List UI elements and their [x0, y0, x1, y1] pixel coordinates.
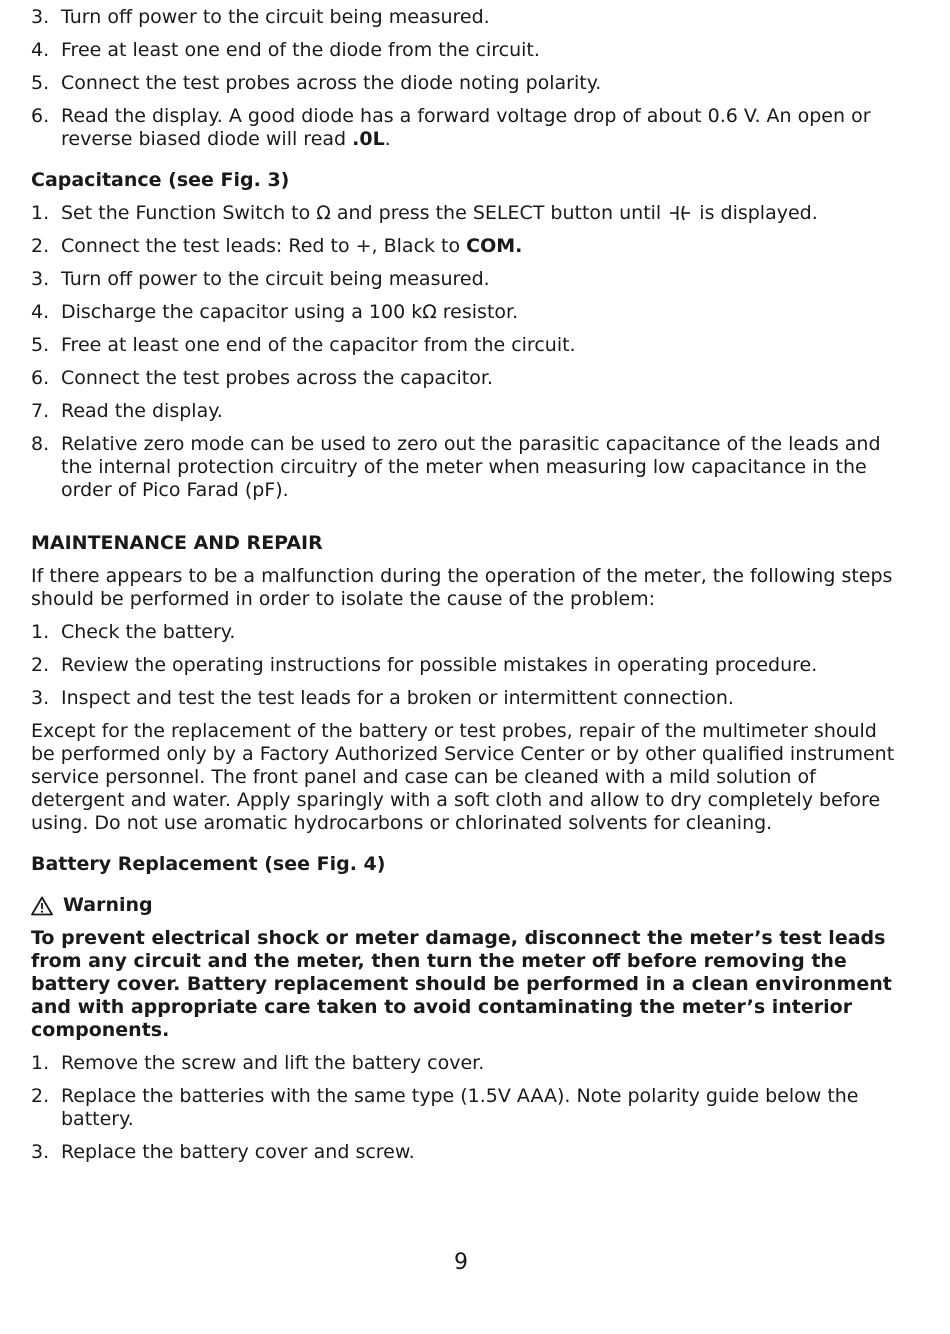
step-text — [61, 105, 901, 151]
list-item — [31, 72, 901, 95]
document-page — [31, 6, 901, 1174]
list-item — [31, 687, 901, 710]
step-text: Discharge the capacitor using a 100 kΩ resistor. — [61, 301, 519, 323]
step-number: 3. — [31, 1141, 50, 1163]
step-number: 8. — [31, 433, 50, 455]
step-text: Inspect and test the test leads for a broken or intermittent connection. — [61, 687, 734, 709]
step-number: 5. — [31, 72, 50, 94]
step-number: 4. — [31, 39, 50, 61]
capacitance-heading: Capacitance (see Fig. 3) — [31, 169, 290, 191]
maintenance-heading: MAINTENANCE AND REPAIR — [31, 532, 323, 554]
step-number: 1. — [31, 202, 50, 224]
page-number: 9 — [454, 1250, 468, 1275]
capacitance-steps — [31, 202, 901, 502]
step-text: Turn off power to the circuit being measured. — [61, 268, 490, 290]
maintenance-steps — [31, 621, 901, 710]
list-item — [31, 268, 901, 291]
diode-test-steps — [31, 6, 901, 151]
list-item — [31, 202, 901, 225]
list-item — [31, 654, 901, 677]
step-number: 4. — [31, 301, 50, 323]
display-reading: .0L — [352, 128, 385, 150]
list-item — [31, 400, 901, 423]
maintenance-paragraph: Except for the replacement of the battery or test probes, repair of the multimeter should be performed only by a Factory Authorized Service Center or by other qualified instrument service personnel. The front panel and case can be cleaned with a mild solution of detergent and water. Apply sparingly with a soft cloth and allow to dry completely before using. Do not use aromatic hydrocarbons or chlorinated solvents for cleaning. — [31, 720, 895, 834]
step-number: 3. — [31, 687, 50, 709]
list-item — [31, 433, 901, 502]
step-text: Remove the screw and lift the battery cover. — [61, 1052, 485, 1074]
step-text: Connect the test probes across the diode noting polarity. — [61, 72, 602, 94]
step-text: Free at least one end of the diode from the circuit. — [61, 39, 540, 61]
list-item — [31, 367, 901, 390]
battery-heading: Battery Replacement (see Fig. 4) — [31, 853, 386, 875]
list-item — [31, 6, 901, 29]
step-number: 2. — [31, 1085, 50, 1107]
step-number: 3. — [31, 6, 50, 28]
list-item — [31, 1085, 901, 1131]
step-text: Relative zero mode can be used to zero out the parasitic capacitance of the leads and the internal protection circuitry of the meter when measuring low capacitance in the order of Pico Farad (pF). — [61, 433, 881, 501]
step-number: 2. — [31, 235, 50, 257]
step-text: Review the operating instructions for possible mistakes in operating procedure. — [61, 654, 818, 676]
list-item — [31, 1141, 901, 1164]
list-item — [31, 301, 901, 324]
step-text-part: Read the display. A good diode has a forward voltage drop of about 0.6 V. An open or reverse biased diode will read — [61, 105, 871, 150]
step-text — [61, 202, 901, 225]
step-text: Free at least one end of the capacitor from the circuit. — [61, 334, 576, 356]
step-number: 6. — [31, 105, 50, 127]
step-text: Connect the test probes across the capacitor. — [61, 367, 493, 389]
warning-label: Warning — [63, 894, 153, 916]
warning-title — [31, 894, 901, 917]
com-label: COM. — [466, 235, 523, 257]
step-text: Check the battery. — [61, 621, 236, 643]
step-number: 6. — [31, 367, 50, 389]
step-text: Replace the battery cover and screw. — [61, 1141, 415, 1163]
list-item — [31, 1052, 901, 1075]
step-number: 1. — [31, 1052, 50, 1074]
warning-triangle-icon — [31, 896, 53, 916]
list-item — [31, 621, 901, 644]
step-text-part: Set the Function Switch to Ω and press the SELECT button until — [61, 202, 668, 224]
capacitor-icon — [669, 204, 691, 220]
step-number: 7. — [31, 400, 50, 422]
warning-text: To prevent electrical shock or meter damage, disconnect the meter’s test leads from any circuit and the meter, then turn the meter off before removing the battery cover. Battery replacement should be performed in a clean environment and with appropriate care taken to avoid contaminating the meter’s interior components. — [31, 927, 892, 1041]
list-item — [31, 235, 901, 258]
step-text: Replace the batteries with the same type (1.5V AAA). Note polarity guide below the battery. — [61, 1085, 859, 1130]
step-text-part: . — [384, 128, 391, 150]
step-text-part: is displayed. — [693, 202, 818, 224]
step-text — [61, 235, 901, 258]
step-number: 1. — [31, 621, 50, 643]
step-text-part: Connect the test leads: Red to +, Black to — [61, 235, 467, 257]
step-text: Read the display. — [61, 400, 223, 422]
list-item — [31, 105, 901, 151]
step-number: 3. — [31, 268, 50, 290]
step-text: Turn off power to the circuit being measured. — [61, 6, 490, 28]
maintenance-intro: If there appears to be a malfunction during the operation of the meter, the following steps should be performed in order to isolate the cause of the problem: — [31, 565, 893, 610]
list-item — [31, 39, 901, 62]
step-number: 2. — [31, 654, 50, 676]
battery-steps — [31, 1052, 901, 1164]
step-number: 5. — [31, 334, 50, 356]
list-item — [31, 334, 901, 357]
